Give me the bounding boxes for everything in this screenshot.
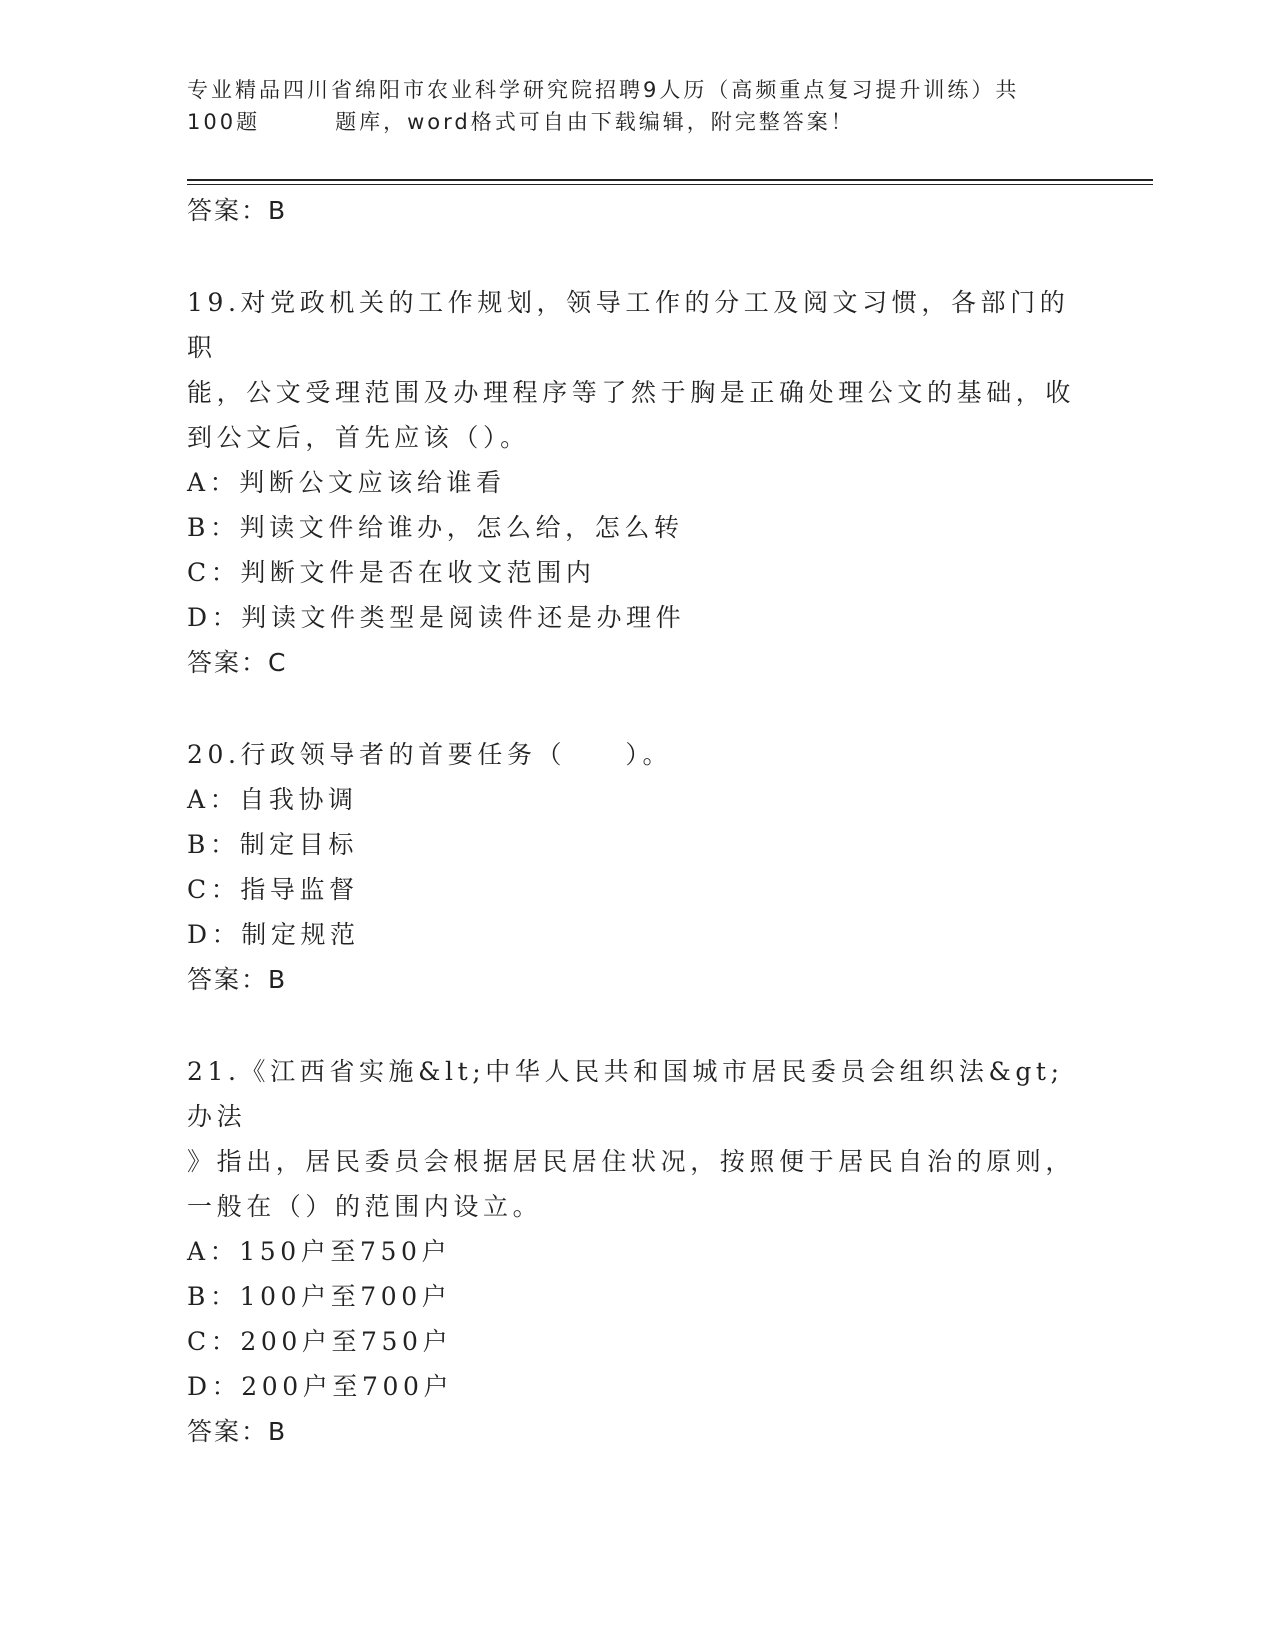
question-19-line: 到公文后，首先应该（）。 bbox=[187, 423, 530, 452]
question-21-line: 21.《江西省实施&lt;中华人民共和国城市居民委员会组织法&gt;办法 bbox=[187, 1057, 1064, 1131]
question-19 bbox=[187, 280, 1087, 685]
question-20-line: 20.行政领导者的首要任务（ ）。 bbox=[187, 740, 673, 769]
answer-21: 答案：B bbox=[187, 1417, 288, 1446]
answer-previous: 答案：B bbox=[187, 196, 288, 225]
option-d: D：制定规范 bbox=[187, 920, 360, 949]
answer-19: 答案：C bbox=[187, 648, 288, 677]
header-divider-thick bbox=[187, 179, 1153, 181]
header-count: 100题 bbox=[187, 110, 261, 134]
option-a: A：判断公文应该给谁看 bbox=[187, 468, 506, 497]
option-a: A：150户至750户 bbox=[187, 1237, 452, 1266]
question-19-line: 能，公文受理范围及办理程序等了然于胸是正确处理公文的基础，收 bbox=[187, 378, 1076, 407]
answer-20: 答案：B bbox=[187, 965, 288, 994]
option-b: B：制定目标 bbox=[187, 830, 358, 859]
option-d: D：判读文件类型是阅读件还是办理件 bbox=[187, 603, 686, 632]
option-a: A：自我协调 bbox=[187, 785, 358, 814]
header-divider-thin bbox=[187, 184, 1153, 185]
option-c: C：200户至750户 bbox=[187, 1327, 453, 1356]
option-c: C：指导监督 bbox=[187, 875, 359, 904]
header-title-line1: 专业精品四川省绵阳市农业科学研究院招聘9人历（高频重点复习提升训练）共 bbox=[187, 78, 1020, 102]
option-c: C：判断文件是否在收文范围内 bbox=[187, 558, 596, 587]
question-21-line: 》指出，居民委员会根据居民居住状况，按照便于居民自治的原则， bbox=[187, 1147, 1076, 1176]
question-21-line: 一般在（）的范围内设立。 bbox=[187, 1192, 543, 1221]
question-21 bbox=[187, 1049, 1087, 1454]
question-20 bbox=[187, 732, 1087, 1002]
option-b: B：判读文件给谁办，怎么给，怎么转 bbox=[187, 513, 684, 542]
document-body bbox=[187, 188, 1087, 1454]
question-19-line: 19.对党政机关的工作规划，领导工作的分工及阅文习惯，各部门的职 bbox=[187, 288, 1070, 362]
option-d: D：200户至700户 bbox=[187, 1372, 454, 1401]
header-title-line2 bbox=[187, 107, 1067, 137]
header-subtitle: 题库，word格式可自由下载编辑，附完整答案！ bbox=[335, 110, 855, 134]
option-b: B：100户至700户 bbox=[187, 1282, 452, 1311]
